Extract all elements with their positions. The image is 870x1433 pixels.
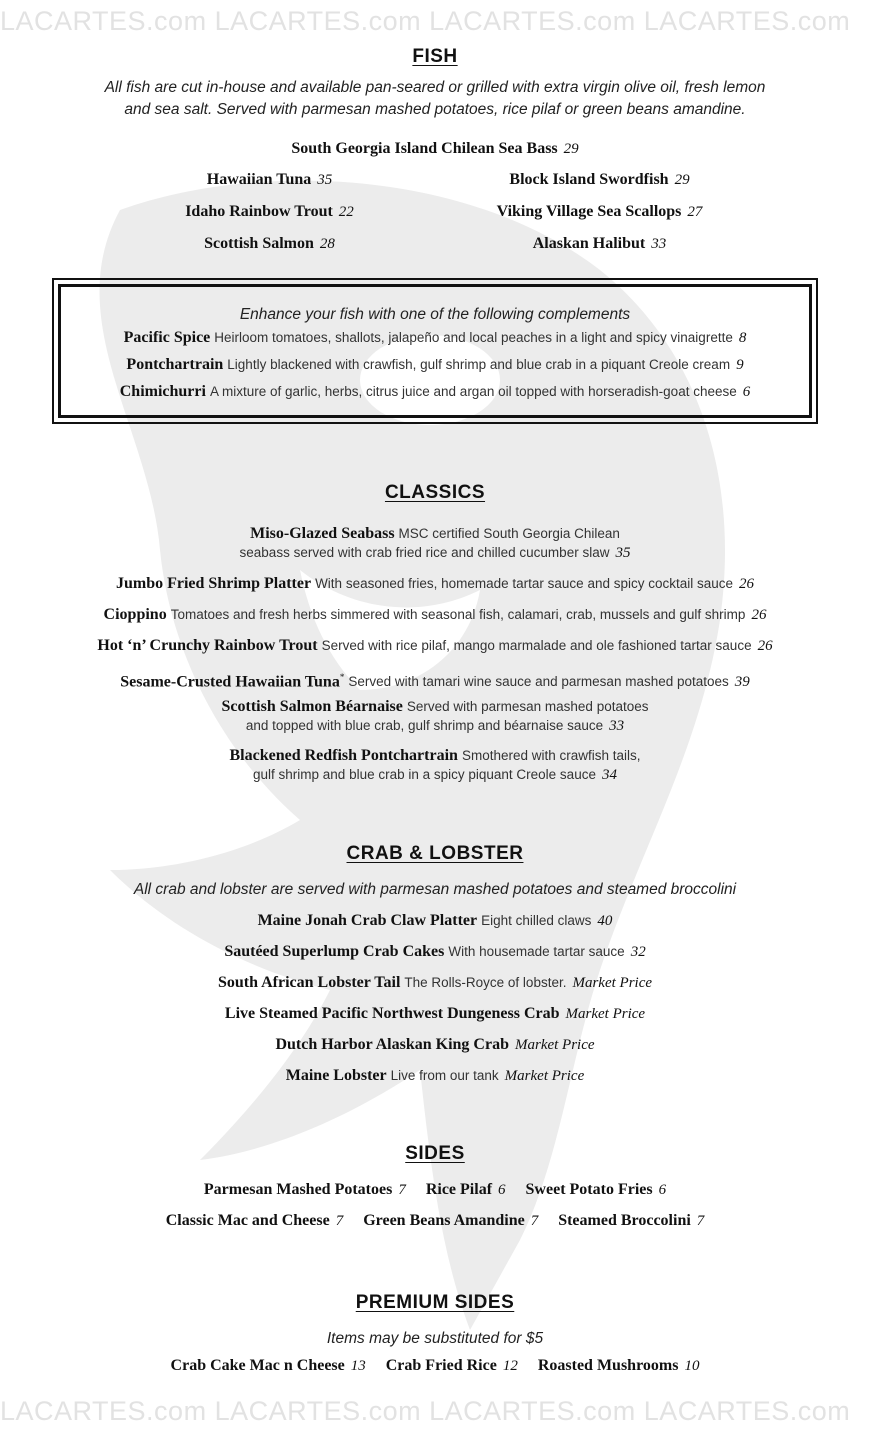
classic-item: [0, 525, 870, 543]
watermark-top: LACARTES.com LACARTES.com LACARTES.com LACARTES.com: [0, 6, 851, 36]
item-name: Crab Fried Rice: [385, 1357, 497, 1374]
complements-title: Enhance your fish with one of the following complements: [239, 306, 631, 323]
item-name: Hawaiian Tuna: [206, 171, 312, 188]
item-price: 7: [335, 1213, 344, 1229]
classic-item-cont: [0, 544, 870, 562]
item-name: Cioppino: [103, 606, 167, 623]
item-desc: Served with tamari wine sauce and parmesan mashed potatoes: [348, 674, 729, 690]
item-name: Crab Cake Mac n Cheese: [170, 1357, 345, 1374]
item-name: Classic Mac and Cheese: [165, 1212, 330, 1229]
item-price: 7: [398, 1182, 406, 1198]
item-price: 33: [609, 718, 625, 734]
item-name: Rice Pilaf: [425, 1181, 493, 1198]
crab-lobster-heading: CRAB & LOBSTER: [346, 843, 524, 864]
item-price: 7: [696, 1213, 705, 1229]
item-desc: Live from our tank: [390, 1068, 499, 1083]
item-name: Miso-Glazed Seabass: [250, 525, 395, 542]
item-name: Block Island Swordfish: [509, 171, 669, 188]
item-desc: With seasoned fries, homemade tartar sauce and spicy cocktail sauce: [315, 576, 734, 591]
crab-item: [0, 1036, 870, 1054]
item-desc: Lightly blackened with crawfish, gulf shrimp and blue crab in a piquant Creole cream: [227, 357, 731, 372]
item-desc: The Rolls-Royce of lobster.: [404, 975, 567, 990]
item-price: 34: [601, 767, 617, 783]
item-name: Chimichurri: [119, 383, 206, 400]
item-name: Sweet Potato Fries: [525, 1181, 653, 1198]
classic-item: [0, 606, 870, 624]
item-desc: and topped with blue crab, gulf shrimp and béarnaise sauce: [245, 718, 604, 733]
item-name: Scottish Salmon: [204, 235, 314, 252]
item-desc: Served with parmesan mashed potatoes: [406, 699, 649, 714]
item-price: 8: [738, 330, 747, 346]
fish-item-right-3: [382, 235, 817, 253]
item-name: Pacific Spice: [123, 329, 211, 346]
premium-note: Items may be substituted for $5: [326, 1330, 544, 1347]
item-desc: Heirloom tomatoes, shallots, jalapeño and local peaches in a light and spicy vinaigrette: [214, 330, 733, 345]
complement-item: [0, 383, 870, 401]
item-name: Pontchartrain: [126, 356, 224, 373]
fish-intro-line-2: and sea salt. Served with parmesan mashed potatoes, rice pilaf or green beans amandine.: [124, 101, 746, 118]
item-price: 13: [350, 1358, 366, 1374]
item-price: 35: [317, 172, 333, 188]
item-price: 32: [630, 944, 646, 960]
item-price: 6: [658, 1182, 667, 1198]
item-price: Market Price: [504, 1068, 585, 1084]
premium-sides-row: [0, 1357, 870, 1375]
classic-item: [0, 668, 870, 691]
item-desc: Tomatoes and fresh herbs simmered with seasonal fish, calamari, crab, mussels and gulf shrimp: [170, 607, 746, 622]
item-desc: A mixture of garlic, herbs, citrus juice and argan oil topped with horseradish-goat cheese: [209, 384, 737, 399]
item-desc: With housemade tartar sauce: [448, 944, 625, 959]
complement-item: [0, 356, 870, 374]
sides-row-2: [0, 1212, 870, 1230]
item-price: 29: [674, 172, 690, 188]
item-price: 33: [651, 236, 667, 252]
complement-item: [0, 329, 870, 347]
crab-item: [0, 1005, 870, 1023]
item-price: 26: [751, 607, 767, 623]
item-name: South African Lobster Tail: [217, 974, 401, 991]
item-price: 12: [502, 1358, 518, 1374]
watermark-bottom: LACARTES.com LACARTES.com LACARTES.com LACARTES.com: [0, 1396, 851, 1426]
item-name: Live Steamed Pacific Northwest Dungeness Crab: [224, 1005, 560, 1022]
item-price: 10: [684, 1358, 700, 1374]
classics-heading: CLASSICS: [384, 482, 486, 503]
crab-intro: All crab and lobster are served with parmesan mashed potatoes and steamed broccolini: [133, 881, 737, 898]
item-desc: gulf shrimp and blue crab in a spicy piquant Creole sauce: [253, 767, 596, 782]
item-desc: Served with rice pilaf, mango marmalade and ole fashioned tartar sauce: [321, 638, 752, 653]
item-name: Blackened Redfish Pontchartrain: [229, 747, 458, 764]
item-desc: Eight chilled claws: [481, 913, 592, 928]
item-price: 7: [530, 1213, 539, 1229]
item-price: 27: [687, 204, 703, 220]
item-name: Maine Lobster: [285, 1067, 387, 1084]
sides-heading: SIDES: [405, 1143, 465, 1164]
item-price: 26: [757, 638, 773, 654]
crab-item: [0, 912, 870, 930]
fish-heading: FISH: [412, 46, 458, 67]
item-name: Maine Jonah Crab Claw Platter: [257, 912, 478, 929]
item-price: 40: [597, 913, 613, 929]
item-name: Alaskan Halibut: [532, 235, 646, 252]
item-price: 29: [563, 141, 579, 157]
item-name: Roasted Mushrooms: [537, 1357, 679, 1374]
item-desc: MSC certified South Georgia Chilean: [398, 526, 620, 541]
item-price: 6: [498, 1182, 506, 1198]
item-name: Scottish Salmon Béarnaise: [221, 698, 403, 715]
item-price: 6: [742, 384, 751, 400]
item-name: Dutch Harbor Alaskan King Crab: [275, 1036, 509, 1053]
item-price: 28: [319, 236, 335, 252]
fish-item-right-1: [382, 171, 817, 189]
item-name: South Georgia Island Chilean Sea Bass: [291, 140, 558, 157]
item-desc: Smothered with crawfish tails,: [461, 748, 641, 763]
item-price: 9: [736, 357, 744, 373]
item-name: Parmesan Mashed Potatoes: [203, 1181, 393, 1198]
fish-featured-item: [0, 140, 870, 158]
classic-item: [0, 747, 870, 765]
item-price: Market Price: [565, 1006, 646, 1022]
classic-item: [0, 575, 870, 593]
classic-item: [0, 637, 870, 655]
classic-item: [0, 698, 870, 716]
sides-row-1: [0, 1181, 870, 1199]
item-name: Viking Village Sea Scallops: [496, 203, 682, 220]
crab-item: [0, 943, 870, 961]
raw-warning-mark: *: [339, 672, 345, 682]
item-price: Market Price: [514, 1037, 595, 1053]
item-price: 35: [615, 545, 631, 561]
item-desc: seabass served with crab fried rice and chilled cucumber slaw: [239, 545, 610, 560]
fish-intro-line-1: All fish are cut in-house and available pan-seared or grilled with extra virgin olive oil, fresh lemon: [104, 79, 766, 96]
item-name: Sesame-Crusted Hawaiian Tuna: [120, 673, 340, 691]
complements-box: [52, 278, 818, 424]
item-name: Jumbo Fried Shrimp Platter: [115, 575, 312, 592]
item-name: Hot ‘n’ Crunchy Rainbow Trout: [97, 637, 318, 654]
crab-item: [0, 974, 870, 992]
classic-item-cont: [0, 717, 870, 735]
item-price: 26: [739, 576, 755, 592]
fish-item-right-2: [382, 203, 817, 221]
item-price: Market Price: [572, 975, 653, 991]
crab-item: [0, 1067, 870, 1085]
item-name: Sautéed Superlump Crab Cakes: [224, 943, 445, 960]
item-price: 22: [338, 204, 354, 220]
item-name: Green Beans Amandine: [363, 1212, 525, 1229]
item-name: Idaho Rainbow Trout: [185, 203, 333, 220]
item-name: Steamed Broccolini: [558, 1212, 691, 1229]
item-price: 39: [734, 674, 750, 691]
classic-item-cont: [0, 766, 870, 784]
premium-sides-heading: PREMIUM SIDES: [355, 1292, 515, 1313]
fish-intro: [0, 77, 870, 121]
